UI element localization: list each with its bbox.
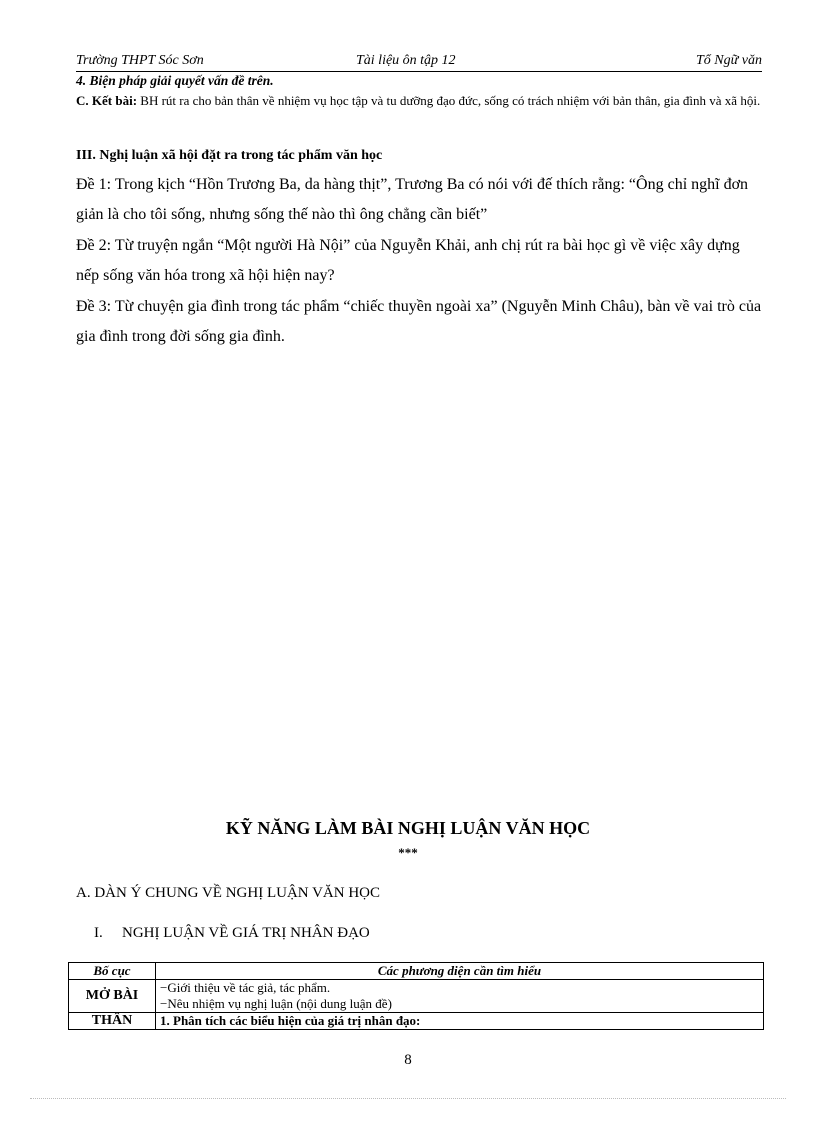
header-doc-title: Tài liệu ôn tập 12 [356,53,456,68]
table-row [69,980,764,1013]
intro-line-2: −Nêu nhiệm vụ nghị luận (nội dung luận đề) [160,996,392,1011]
conclusion-paragraph [76,92,762,110]
row-content-intro [156,980,764,1013]
outline-table [68,962,764,1030]
row-label-body: THÂN [69,1013,156,1030]
row-label-intro: MỞ BÀI [69,980,156,1013]
conclusion-label: C. Kết bài: [76,93,138,108]
topic-3: Đề 3: Từ chuyện gia đình trong tác phẩm “chiếc thuyền ngoài xa” (Nguyễn Minh Châu), bàn về vai trò của gia đình trong đời sống gia đình. [76,298,762,345]
heading-a: A. DÀN Ý CHUNG VỀ NGHỊ LUẬN VĂN HỌC [76,885,381,901]
intro-line-1: −Giới thiệu về tác giả, tác phẩm. [160,980,331,995]
header-department: Tổ Ngữ văn [696,53,762,68]
col-header-aspects: Các phương diện cần tìm hiểu [156,963,764,980]
page-header [76,52,762,72]
heading-i-number: I. [94,925,103,941]
body-line-1: 1. Phân tích các biểu hiện của giá trị nhân đạo: [156,1013,764,1030]
page-number: 8 [404,1052,412,1068]
col-header-structure: Bố cục [69,963,156,980]
header-school: Trường THPT Sóc Sơn [76,53,204,68]
section-3-heading: III. Nghị luận xã hội đặt ra trong tác phẩm văn học [76,148,383,163]
topic-2: Đề 2: Từ truyện ngắn “Một người Hà Nội” của Nguyễn Khải, anh chị rút ra bài học gì về việc xây dựng nếp sống văn hóa trong xã hội hiện nay? [76,237,740,284]
item-4-heading: 4. Biện pháp giải quyết vấn đề trên. [76,73,274,88]
conclusion-text: BH rút ra cho bản thân về nhiệm vụ học tập và tu dưỡng đạo đức, sống có trách nhiệm với bản thân, gia đình và xã hội. [140,93,761,108]
table-header-row [69,963,764,980]
table-row [69,1013,764,1030]
page-break-line [30,1098,786,1099]
heading-i: NGHỊ LUẬN VỀ GIÁ TRỊ NHÂN ĐẠO [122,925,370,941]
section-title: KỸ NĂNG LÀM BÀI NGHỊ LUẬN VĂN HỌC [225,818,591,838]
topic-1: Đề 1: Trong kịch “Hồn Trương Ba, da hàng thịt”, Trương Ba có nói với đế thích rằng: “Ông chỉ nghĩ đơn giản là cho tôi sống, nhưng sống thế nào thì ông chẳng cần biết” [76,176,749,223]
title-ornament: *** [398,845,418,860]
